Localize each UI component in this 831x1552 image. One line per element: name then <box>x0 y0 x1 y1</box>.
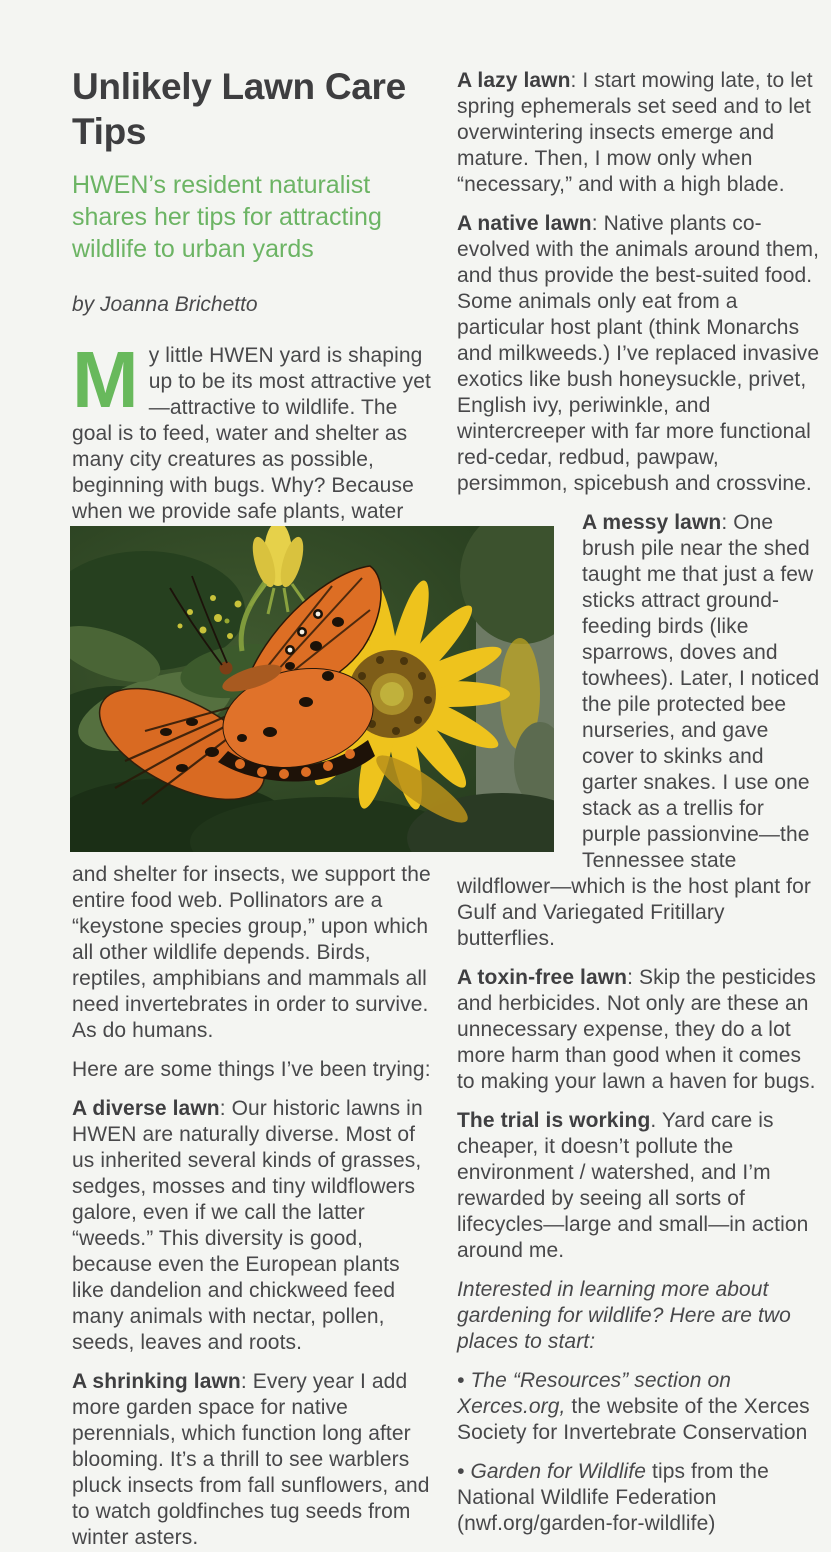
byline: by Joanna Brichetto <box>72 293 258 316</box>
left-column-top <box>72 64 434 525</box>
bullet-marker: • <box>457 1460 465 1483</box>
intro-text: y little HWEN yard is shaping up to be its most attractive yet—attractive to wildlife. The goal is to feed, water and shelter as many city creatures as possible, beginning with bugs. Why? Because when we provide safe plants, water <box>72 344 431 523</box>
intro-continuation: and shelter for insects, we support the entire food web. Pollinators are a “keystone species group,” upon which all other wildlife depends. Birds, reptiles, amphibians and mammals all need invertebrates in order to survive. As do humans. <box>72 863 431 1042</box>
tip-sep: : <box>627 966 639 989</box>
closing-intro: Interested in learning more about gardening for wildlife? Here are two places to start: <box>457 1278 791 1353</box>
tip-text: Native plants co-evolved with the animals around them, and thus provide the best-suited food. Some animals only eat from a particular host plant (think Monarchs and milkweeds.) I’ve replaced invasive exotics like bush honeysuckle, privet, English ivy, periwinkle, and wintercreeper with far more functional red-cedar, redbud, pawpaw, persimmon, spicebush and crossvine. <box>457 212 820 495</box>
resource-regular: tips from the National Wildlife Federation (nwf.org/garden-for-wildlife) <box>457 1460 769 1535</box>
tip-sep: : <box>721 511 734 534</box>
tip-label: A diverse lawn <box>72 1097 220 1120</box>
tip-text: Skip the pesticides and herbicides. Not only are these an unnecessary expense, they do a lot more harm than good when it comes to making your lawn a haven for bugs. <box>457 966 816 1093</box>
tip-label: The trial is working <box>457 1109 651 1132</box>
tip-diverse-lawn <box>72 1096 434 1356</box>
photo-wrap-spacer <box>457 497 582 849</box>
lead-in: Here are some things I’ve been trying: <box>72 1058 431 1081</box>
tip-text: Every year I add more garden space for native perennials, which function long after blooming. It’s a thrill to see warblers pluck insects from fall sunflowers, and to watch goldfinches tug seeds from winter asters. <box>72 1370 430 1549</box>
tip-text: Our historic lawns in HWEN are naturally diverse. Most of us inherited several kinds of grasses, sedges, mosses and tiny wildflowers galore, even if we call the latter “weeds.” This diversity is good, because even the European plants like dandelion and chickweed feed many animals with nectar, pollen, seeds, leaves and roots. <box>72 1097 423 1354</box>
right-column <box>457 68 821 1537</box>
tip-sep: : <box>240 1370 253 1393</box>
tip-label: A lazy lawn <box>457 69 571 92</box>
tip-label: A toxin-free lawn <box>457 966 628 989</box>
tip-label: A shrinking lawn <box>72 1370 241 1393</box>
tip-label: A messy lawn <box>582 511 722 534</box>
resource-italic: Garden for Wildlife <box>470 1460 647 1483</box>
tip-text: One brush pile near the shed taught me that just a few sticks attract ground-feeding birds (like sparrows, doves and towhees). Later, I noticed the pile protected bee nurseries, and gave cover to skinks and garter snakes. I use one stack as a trellis for purple passionvine—the Tennessee state wildflower—which is the host plant for Gulf and Variegated Fritillary butterflies. <box>457 511 820 950</box>
resource-nwf <box>457 1459 821 1537</box>
intro-paragraph <box>72 335 434 525</box>
resource-italic: The “Resources” section on Xerces.org, <box>457 1369 732 1418</box>
resource-xerces <box>457 1368 821 1446</box>
tip-trial-working <box>457 1108 821 1264</box>
left-column-bottom <box>72 862 434 1551</box>
dropcap: M <box>72 335 139 424</box>
tip-text: I start mowing late, to let spring ephemerals set seed and to let overwintering insects emerge and mature. Then, I mow only when “necessary,” and with a high blade. <box>457 69 813 196</box>
tip-sep: . <box>650 1109 662 1132</box>
tip-text: Yard care is cheaper, it doesn’t pollute the environment / watershed, and I’m rewarded by seeing all sorts of lifecycles—large and small—in action around me. <box>457 1109 809 1262</box>
tip-sep: : <box>219 1097 232 1120</box>
tip-sep: : <box>591 212 604 235</box>
tip-lazy-lawn <box>457 68 821 198</box>
tip-label: A native lawn <box>457 212 592 235</box>
page-title: Unlikely Lawn Care Tips <box>72 66 406 152</box>
resource-regular: the website of the Xerces Society for Invertebrate Conservation <box>457 1395 810 1444</box>
subtitle: HWEN’s resident naturalist shares her tips for attracting wildlife to urban yards <box>72 171 382 263</box>
tip-sep: : <box>570 69 583 92</box>
bullet-marker: • <box>457 1369 465 1392</box>
tip-toxin-free-lawn <box>457 965 821 1095</box>
tip-shrinking-lawn <box>72 1369 434 1551</box>
tip-native-lawn <box>457 211 821 497</box>
